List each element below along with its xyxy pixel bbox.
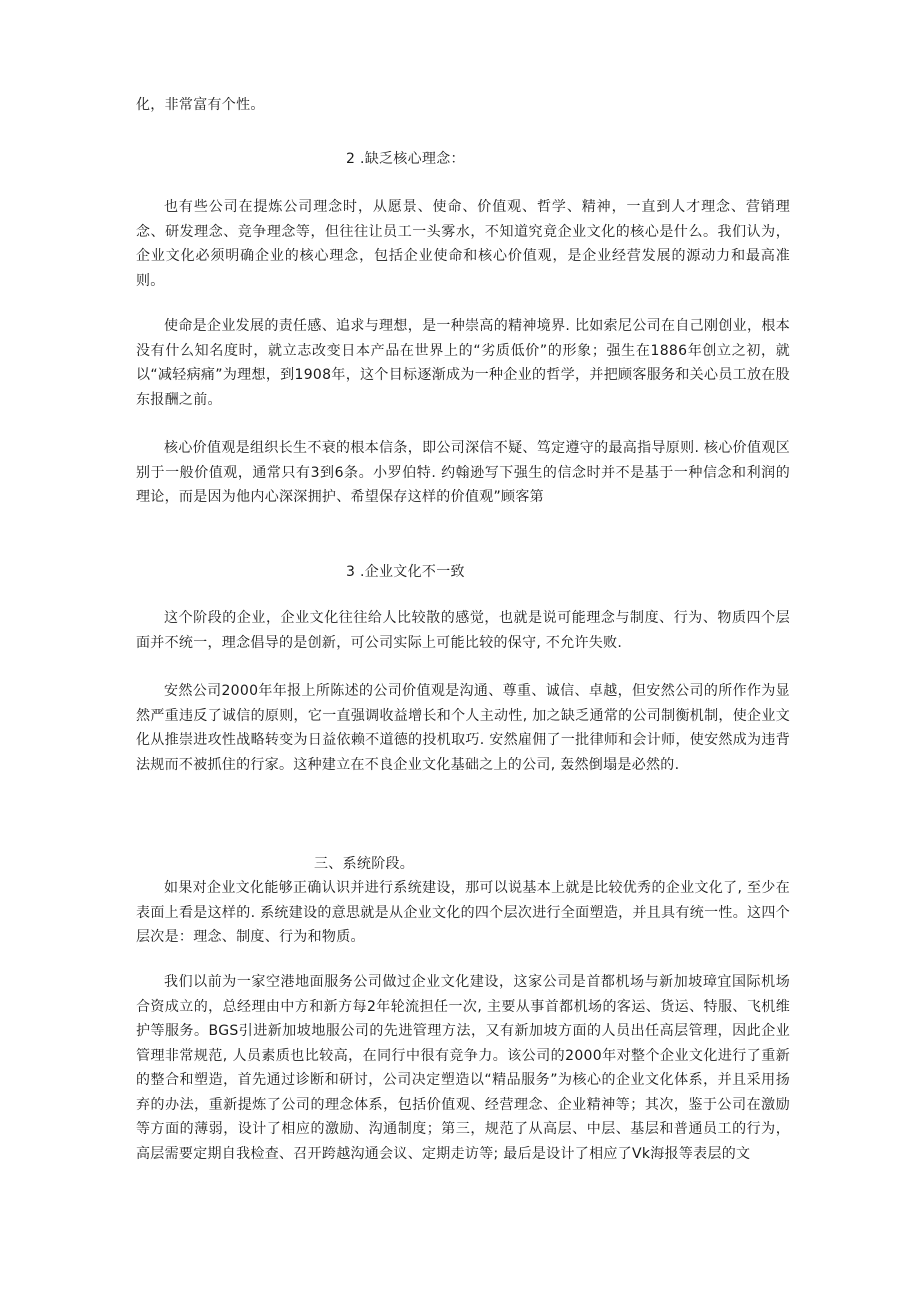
paragraph-text: 安然公司2000年年报上所陈述的公司价值观是沟通、尊重、诚信、卓越，但安然公司的所作作为显然严重违反了诚信的原则，它一直强调收益增长和个人主动性, 加之缺乏通常的公司制衡机制，使企业文化从推崇进攻性战略转变为日益依赖不道德的投机取巧. 安然雇佣了一批律师和会计师，使安然成为违背法规而不被抓住的行家。这种建立在不良企业文化基础之上的公司, 轰然倒塌是必然的. bbox=[136, 683, 790, 773]
stage-3-paragraph-1 bbox=[136, 876, 790, 950]
section-3-heading: 3 .企业文化不一致 bbox=[346, 564, 465, 580]
section-2-paragraph-3 bbox=[136, 436, 790, 510]
paragraph-text: 使命是企业发展的责任感、追求与理想，是一种崇高的精神境界. 比如索尼公司在自己刚创业，根本没有什么知名度时，就立志改变日本产品在世界上的“劣质低价”的形象；强生在1886年创立之初，就以“减轻病痛”为理想，到1908年，这个目标逐渐成为一种企业的哲学，并把顾客服务和关心员工放在股东报酬之前。 bbox=[136, 318, 790, 408]
paragraph-text: 核心价值观是组织长生不衰的根本信条，即公司深信不疑、笃定遵守的最高指导原则. 核心价值观区别于一般价值观，通常只有3到6条。小罗伯特. 约翰逊写下强生的信念时并不是基于一种信念和利润的理论，而是因为他内心深深拥护、希望保存这样的价值观”顾客第 bbox=[136, 440, 790, 505]
section-3-paragraph-1 bbox=[136, 606, 790, 655]
section-3-paragraph-2 bbox=[136, 679, 790, 777]
paragraph-text: 也有些公司在提炼公司理念时，从愿景、使命、价值观、哲学、精神，一直到人才理念、营销理念、研发理念、竞争理念等，但往往让员工一头雾水，不知道究竟企业文化的核心是什么。我们认为，企业文化必须明确企业的核心理念，包括企业使命和核心价值观，是企业经营发展的源动力和最高准则。 bbox=[136, 199, 790, 289]
section-2-paragraph-2 bbox=[136, 314, 790, 412]
stage-3-paragraph-2 bbox=[136, 970, 790, 1166]
paragraph-text: 化，非常富有个性。 bbox=[136, 97, 265, 113]
section-2-paragraph-1 bbox=[136, 195, 790, 293]
continuation-paragraph bbox=[136, 93, 790, 118]
paragraph-text: 如果对企业文化能够正确认识并进行系统建设，那可以说基本上就是比较优秀的企业文化了, 至少在表面上看是这样的. 系统建设的意思就是从企业文化的四个层次进行全面塑造，并且具有统一性。这四个层次是：理念、制度、行为和物质。 bbox=[136, 880, 790, 945]
paragraph-text: 这个阶段的企业，企业文化往往给人比较散的感觉，也就是说可能理念与制度、行为、物质四个层面并不统一，理念倡导的是创新，可公司实际上可能比较的保守, 不允许失败. bbox=[136, 610, 790, 651]
paragraph-text: 我们以前为一家空港地面服务公司做过企业文化建设，这家公司是首都机场与新加坡璋宜国际机场合资成立的，总经理由中方和新方每2年轮流担任一次, 主要从事首都机场的客运、货运、特服、飞机维护等服务。BGS引进新加坡地服公司的先进管理方法，又有新加坡方面的人员出任高层管理，因此企业管理非常规范, 人员素质也比较高，在同行中很有竞争力。该公司的2000年对整个企业文化进行了重新的整合和塑造，首先通过诊断和研讨，公司决定塑造以“精品服务”为核心的企业文化体系，并且采用扬弃的办法，重新提炼了公司的理念体系，包括价值观、经营理念、企业精神等；其次，鉴于公司在激励等方面的薄弱，设计了相应的激励、沟通制度；第三，规范了从高层、中层、基层和普通员工的行为，高层需要定期自我检查、召开跨越沟通会议、定期走访等; 最后是设计了相应了Vk海报等表层的文 bbox=[136, 974, 790, 1162]
stage-3-heading: 三、系统阶段。 bbox=[314, 856, 415, 872]
section-2-heading: 2 .缺乏核心理念： bbox=[346, 151, 465, 167]
